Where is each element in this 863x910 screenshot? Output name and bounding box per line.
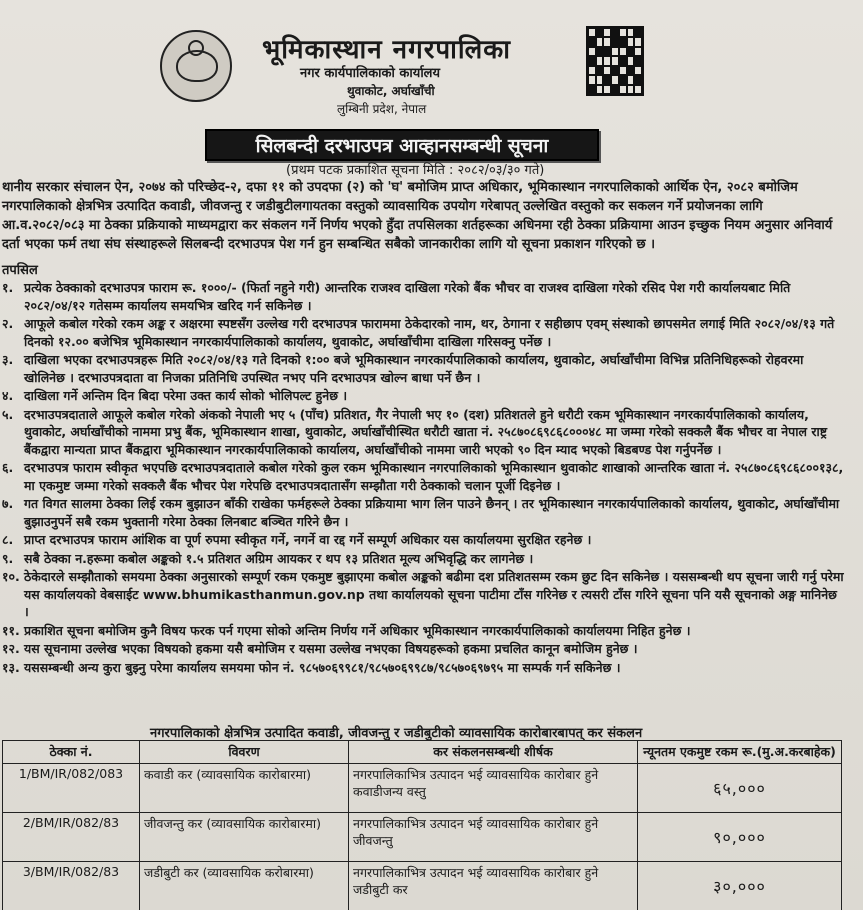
item-text: दाखिला गर्ने अन्तिम दिन बिदा परेमा उक्त कार्य सोको भोलिपल्ट हुनेछ ।: [24, 388, 348, 403]
item-text: प्रत्येक ठेक्काको दरभाउपत्र फाराम रू. १०००/- (फिर्ता नहुने गरी) आन्तरिक राजश्व दाखिला गरेको बैंक भौचर वा राजश्व दाखिला गरेको रसिद पेश गरी कार्यालयबाट मिति २०८२/०४/१२ गतेसम्म कार्यालय समयभित्र खरिद गर्न सकिनेछ ।: [24, 280, 791, 313]
item-number: ३.: [2, 352, 14, 367]
item-text: यससम्बन्धी अन्य कुरा बुझ्नु परेमा कार्यालय समयमा फोन नं. ९८५७०६९९८१/९८५७०६९९८७/९८५७०६९७९५ मा सम्पर्क गर्न सकिनेछ ।: [24, 659, 621, 675]
list-item: [0, 495, 845, 530]
column-header: ठेक्का नं.: [3, 741, 140, 764]
list-item: [0, 640, 845, 658]
list-item: [0, 387, 845, 405]
item-number: ८.: [2, 532, 14, 547]
item-text: प्रकाशित सूचना बमोजिम कुनै विषय फरक पर्न गएमा सोको अन्तिम निर्णय गर्ने अधिकार भूमिकास्थान नगरकार्यपालिकाको कार्यालयमा निहित हुनेछ ।: [24, 622, 691, 638]
contracts-table: [2, 740, 842, 910]
list-item: [0, 279, 845, 314]
column-header: न्यूनतम एकमुष्ट रकम रू.(मु.अ.करबाहेक): [638, 741, 842, 764]
table-row: [3, 862, 842, 910]
contract-number: 2/BM/IR/082/83: [3, 813, 140, 862]
list-item: [0, 531, 845, 549]
description-cell: जडीबुटी कर (व्यावसायिक करोबारमा): [140, 862, 349, 910]
item-number: ९.: [2, 550, 14, 566]
item-number: ११.: [2, 622, 20, 638]
amount-cell: ९०,०००: [638, 813, 842, 862]
contract-number: 1/BM/IR/082/083: [3, 764, 140, 813]
description-cell: जीवजन्तु कर (व्यावसायिक कारोबारमा): [140, 813, 349, 862]
item-text: ठेकेदारले सम्झौताको समयमा ठेक्का अनुसारको सम्पूर्ण रकम एकमुष्ट बुझाएमा कबोल अङ्कको बढीमा दश प्रतिशतसम्म रकम छुट दिन सकिनेछ । यससम्बन्धी थप सूचना जारी गर्नु परेमा यस कार्यालयको वेबसाईट www.bhumikasthanmun.gov.np तथा कार्यालयको सूचना पाटीमा टाँस गरिनेछ र त्यसरी टाँस गरिने सूचना पनि यसै सूचनाको अङ्ग मानिनेछ ।: [24, 569, 844, 619]
list-item: [0, 659, 845, 677]
item-text: दाखिला भएका दरभाउपत्रहरू मिति २०८२/०४/१३ गते दिनको १:०० बजे भूमिकास्थान नगरकार्यपालिकाको कार्यालय, थुवाकोट, अर्घाखाँचीमा विभिन्न प्रतिनिधिहरूको रोहवरमा खोलिनेछ । दरभाउपत्रदाता वा निजका प्रतिनिधि उपस्थित नभए पनि दरभाउपत्र खोल्न बाधा पर्ने छैन ।: [24, 352, 804, 385]
table-header-row: [3, 741, 842, 764]
notice-title: सिलबन्दी दरभाउपत्र आव्हानसम्बन्धी सूचना: [205, 129, 599, 161]
heading-cell: नगरपालिकाभित्र उत्पादन भई व्यावसायिक कारोबार हुने कवाडीजन्य वस्तु: [349, 764, 638, 813]
item-text: यस सूचनामा उल्लेख भएका विषयको हकमा यसै बमोजिम र यसमा उल्लेख नभएका विषयहरूको हकमा प्रचलित कानून बमोजिम हुनेछ ।: [24, 641, 638, 656]
table-row: [3, 813, 842, 862]
office-name: नगर कार्यपालिकाको कार्यालय: [300, 66, 441, 81]
item-number: १३.: [2, 659, 20, 675]
item-number: ७.: [2, 496, 14, 511]
item-number: १२.: [2, 641, 20, 656]
list-item: [0, 315, 845, 350]
item-number: १.: [2, 280, 14, 295]
publish-date: (प्रथम पटक प्रकाशित सूचना मिति : २०८२/०३/३० गते): [286, 163, 545, 178]
item-text: सबै ठेक्का न.हरूमा कबोल अङ्कको १.५ प्रतिशत अग्रिम आयकर र थप १३ प्रतिशत मूल्य अभिवृद्धि कर लागनेछ ।: [24, 550, 534, 566]
address-line-2: लुम्बिनी प्रदेश, नेपाल: [337, 102, 427, 116]
item-text: दरभाउपत्र फाराम स्वीकृत भएपछि दरभाउपत्रदाताले कबोल गरेको कुल रकम भूमिकास्थान नगरपालिकाको भूमिकास्थान थुवाकोट शाखाको आन्तरिक खाता नं. २५८७०८६९८६८००१३८, मा एकमुष्ट जम्मा गरेको सक्कलै बैंक भौचर पेश गरेपछि दरभाउपत्रदातासँग सम्झौता गरी ठेक्काको चलान पूर्जी दिइनेछ ।: [24, 460, 844, 493]
item-number: १०.: [2, 569, 20, 584]
item-number: ६.: [2, 460, 14, 475]
column-header: विवरण: [140, 741, 349, 764]
header: [0, 0, 863, 120]
intro-paragraph: थानीय सरकार संचालन ऐन, २०७४ को परिच्छेद-२, दफा ११ को उपदफा (२) को 'घ' बमोजिम प्राप्त अधिकार, भूमिकास्थान नगरपालिकाको आर्थिक ऐन, २०८२ बमोजिम नगरपालिकाको क्षेत्रभित्र उत्पादित कवाडी, जीवजन्तु र जडीबुटीलगायतका वस्तुको व्यावसायिक उपयोग गरेबापत् उल्लेखित वस्तुको कर सकलन गर्ने प्रयोजनका लागि आ.व.२०८२/०८३ मा ठेक्का प्रक्रियाको माध्यमद्वारा कर संकलन गर्ने निर्णय भएको हुँदा तपसिलका शर्तहरूका अधिनमा रही ठेक्का प्रक्रियामा आउन इच्छुक नियम अनुसार अनिवार्य दर्ता भएका फर्म तथा संघ संस्थाहरूले सिलबन्दी दरभाउपत्र पेश गर्न हुन सम्बन्धित सबैको जानकारीका लागि यो सूचना प्रकाशन गरिएको छ ।: [2, 180, 833, 252]
item-text: गत विगत सालमा ठेक्का लिई रकम बुझाउन बाँकी राखेका फर्महरूले ठेक्का प्रक्रियामा भाग लिन पाउने छैनन् । तर भूमिकास्थान नगरकार्यपालिकाको कार्यालय, थुवाकोट, अर्घाखाँचीमा बुझाउनुपर्ने सबै रकम भुक्तानी गरेमा ठेक्का लिनबाट बञ्चित गरिने छैन ।: [24, 496, 840, 529]
municipality-emblem-icon: [160, 30, 232, 102]
conditions-list: [0, 279, 845, 677]
item-number: ४.: [2, 388, 14, 403]
amount-cell: ३०,०००: [638, 862, 842, 910]
column-header: कर संकलनसम्बन्धी शीर्षक: [349, 741, 638, 764]
amount-cell: ६५,०००: [638, 764, 842, 813]
item-text: प्राप्त दरभाउपत्र फाराम आंशिक वा पूर्ण रुपमा स्वीकृत गर्ने, नगर्ने वा रद्द गर्ने सम्पूर्ण अधिकार यस कार्यालयमा सुरक्षित रहनेछ ।: [24, 532, 592, 547]
list-item: [0, 550, 845, 568]
conditions-label: तपसिल: [2, 263, 38, 278]
item-text: आफूले कबोल गरेको रकम अङ्क र अक्षरमा स्पष्टसँग उल्लेख गरी दरभाउपत्र फाराममा ठेकेदारको नाम, थर, ठेगाना र सहीछाप एवम् संस्थाको छापसमेत लगाई मिति २०८२/०४/१३ गते दिनको १२.०० बजेभित्र भूमिकास्थान नगरकार्यपालिकाको कार्यालय, थुवाकोट, अर्घाखाँचीमा दाखिला गरिसक्नु पर्नेछ ।: [24, 316, 835, 349]
list-item: [0, 459, 845, 494]
table-row: [3, 764, 842, 813]
qr-code-icon: [586, 26, 644, 96]
contract-number: 3/BM/IR/082/83: [3, 862, 140, 910]
item-text: दरभाउपत्रदाताले आफूले कबोल गरेको अंकको नेपाली भए ५ (पाँच) प्रतिशत, गैर नेपाली भए १० (दश) प्रतिशतले हुने धरौटी रकम भूमिकास्थान नगरकार्यपालिकाको कार्यालय, थुवाकोट, अर्घाखाँचीको नाममा प्रभु बैंक, भूमिकास्थान शाखा, थुवाकोट, अर्घाखाँचीस्थित धरौटी खाता नं. २५८७०८६९८६८०००४८ मा जम्मा गरेको सक्कलै बैंक भौचर वा नेपाल राष्ट्र बैंकद्वारा मान्यता प्राप्त बैंकद्वारा भूमिकास्थान नगरकार्यपालिकाको कार्यालय, अर्घाखाँचीको नाममा जारी भएको ९० दिन म्याद भएको बिडबण्ड पेश गर्नुपर्नेछ ।: [24, 406, 827, 457]
address-line-1: थुवाकोट, अर्घाखाँची: [347, 84, 435, 98]
list-item: [0, 568, 845, 621]
list-item: [0, 622, 845, 640]
org-name: भूमिकास्थान नगरपालिका: [262, 35, 511, 65]
description-cell: कवाडी कर (व्यावसायिक कारोबारमा): [140, 764, 349, 813]
table-caption: नगरपालिकाको क्षेत्रभित्र उत्पादित कवाडी, जीवजन्तु र जडीबुटीको व्यावसायिक कारोबारबापत् कर संकलन: [150, 726, 643, 741]
heading-cell: नगरपालिकाभित्र उत्पादन भई व्यावसायिक कारोबार हुने जीवजन्तु: [349, 813, 638, 862]
item-number: २.: [2, 316, 14, 331]
heading-cell: नगरपालिकाभित्र उत्पादन भई व्यावसायिक कारोबार हुने जडीबुटी कर: [349, 862, 638, 910]
list-item: [0, 351, 845, 386]
list-item: [0, 406, 845, 459]
item-number: ५.: [2, 406, 14, 422]
